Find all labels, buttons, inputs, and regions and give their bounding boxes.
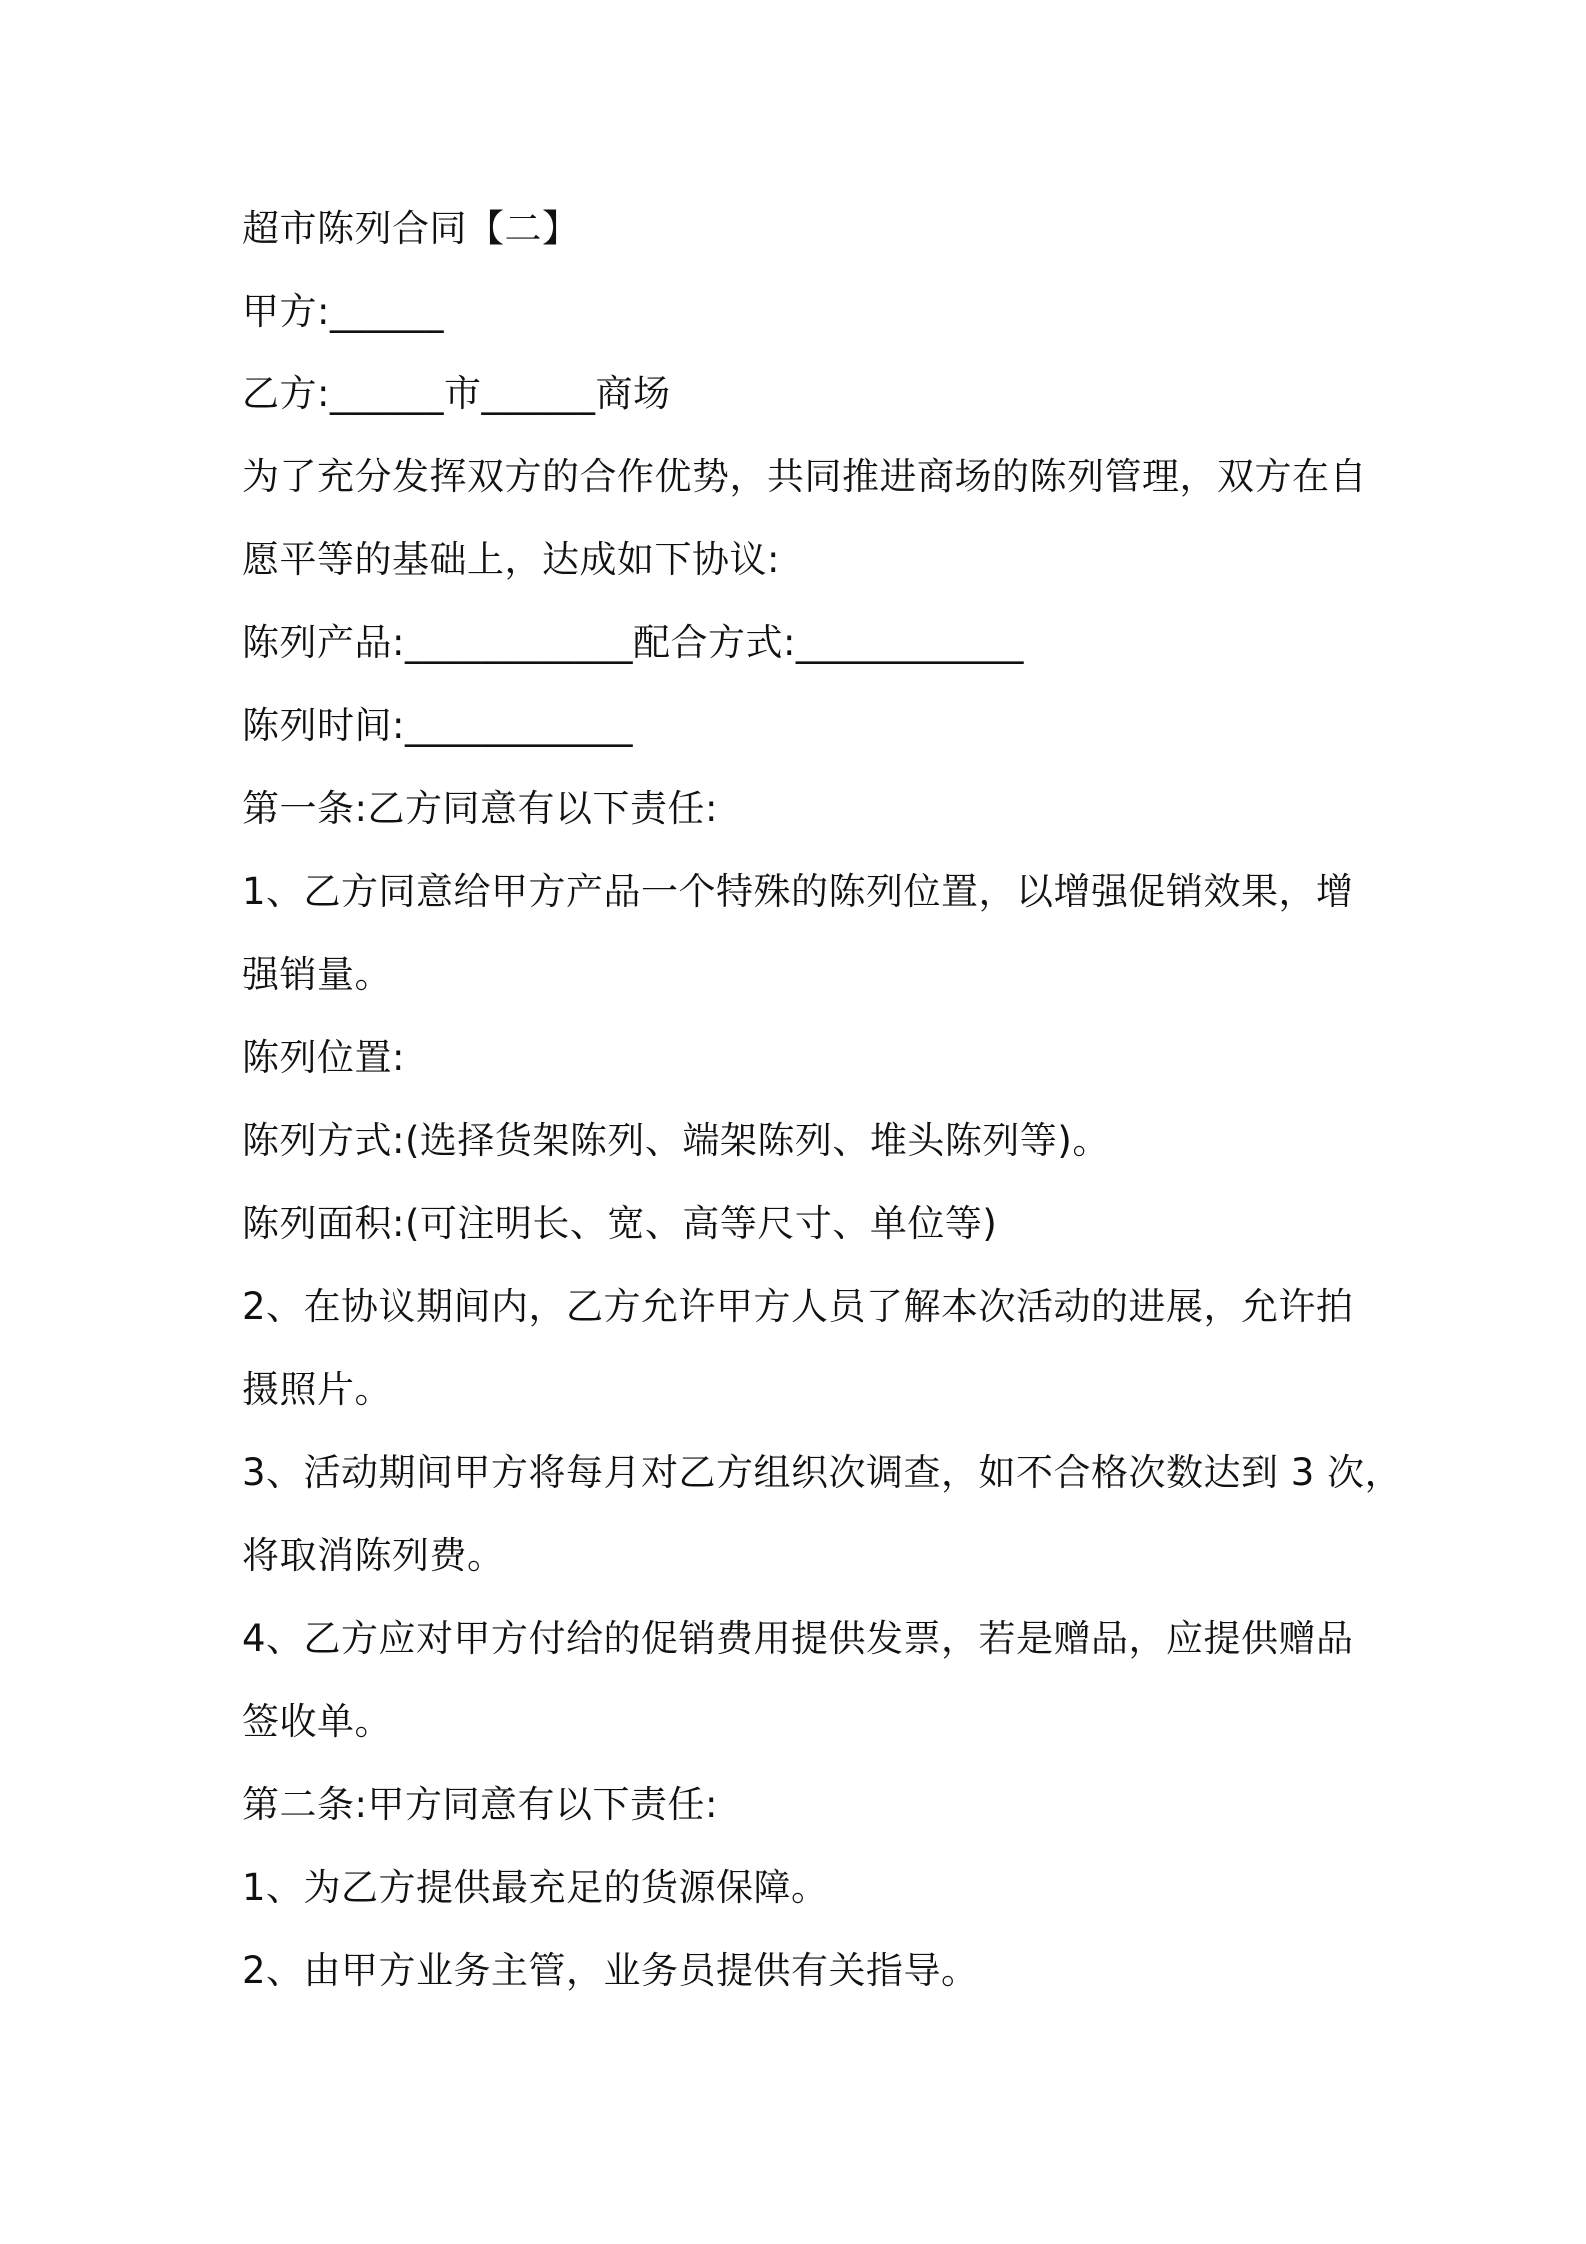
article-2-item-1: 1、为乙方提供最充足的货源保障。 [242,1866,829,1909]
display-time-line: 陈列时间:____________ [242,704,633,747]
article-1-item-2-line-2: 摄照片。 [242,1368,392,1411]
intro-paragraph-line-2: 愿平等的基础上，达成如下协议: [242,538,780,581]
display-position-line: 陈列位置: [242,1036,405,1079]
article-2-item-2: 2、由甲方业务主管，业务员提供有关指导。 [242,1949,979,1992]
display-area-line: 陈列面积:(可注明长、宽、高等尺寸、单位等) [242,1202,998,1245]
article-1-heading: 第一条:乙方同意有以下责任: [242,787,718,830]
article-1-item-2-line-1: 2、在协议期间内，乙方允许甲方人员了解本次活动的进展，允许拍 [242,1285,1354,1328]
article-1-item-3-line-2: 将取消陈列费。 [242,1534,505,1577]
article-1-item-1-line-2: 强销量。 [242,953,392,996]
article-2-heading: 第二条:甲方同意有以下责任: [242,1783,718,1826]
display-method-line: 陈列方式:(选择货架陈列、端架陈列、堆头陈列等)。 [242,1119,1110,1162]
article-1-item-4-line-2: 签收单。 [242,1700,392,1743]
article-1-item-4-line-1: 4、乙方应对甲方付给的促销费用提供发票，若是赠品，应提供赠品 [242,1617,1354,1660]
party-b-line: 乙方:______市______商场 [242,372,671,415]
document-title: 超市陈列合同【二】 [242,207,580,250]
article-1-item-3-line-1: 3、活动期间甲方将每月对乙方组织次调查，如不合格次数达到 3 次， [242,1451,1403,1494]
party-a-line: 甲方:______ [242,290,444,333]
product-and-method-line: 陈列产品:____________配合方式:____________ [242,621,1024,664]
intro-paragraph-line-1: 为了充分发挥双方的合作优势，共同推进商场的陈列管理，双方在自 [242,455,1367,498]
article-1-item-1-line-1: 1、乙方同意给甲方产品一个特殊的陈列位置，以增强促销效果，增 [242,870,1354,913]
